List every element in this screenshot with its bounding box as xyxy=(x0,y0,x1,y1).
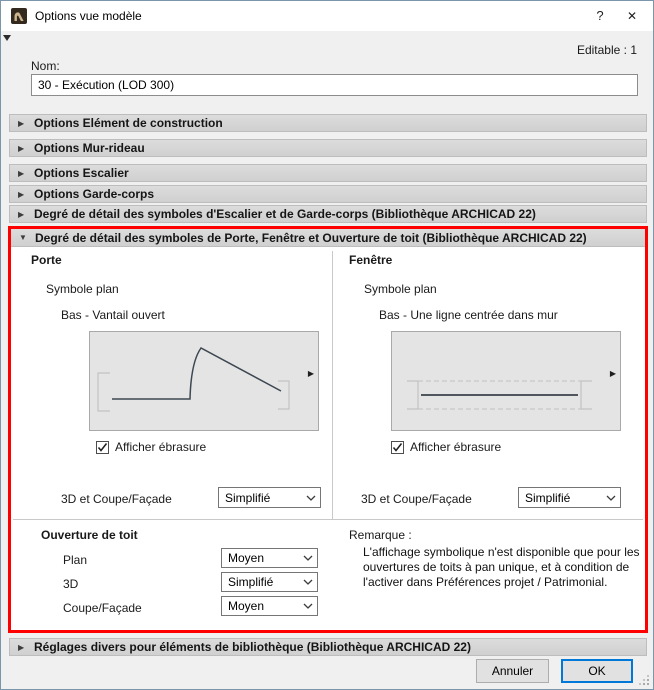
section-label: Degré de détail des symboles de Porte, Fenêtre et Ouverture de toit (Bibliothèque ARCHICAD 22) xyxy=(35,230,587,245)
porte-symbole-plan-label: Symbole plan xyxy=(46,282,119,296)
panel-collapse-icon[interactable] xyxy=(3,35,11,41)
section-label: Options Mur-rideau xyxy=(34,141,145,155)
porte-3d-coupe-select[interactable] xyxy=(218,487,321,508)
ok-button[interactable]: OK xyxy=(561,659,633,683)
expanded-section-content xyxy=(11,247,645,630)
close-button[interactable]: ✕ xyxy=(626,9,638,23)
select-value: Moyen xyxy=(228,599,265,613)
ouverture-3d-label: 3D xyxy=(63,577,79,591)
archicad-app-icon xyxy=(11,8,27,24)
ouverture-toit-title: Ouverture de toit xyxy=(41,528,138,542)
porte-ebrasure-row xyxy=(96,440,206,454)
name-label: Nom: xyxy=(31,59,60,73)
vertical-divider xyxy=(332,251,333,519)
section-label: Degré de détail des symboles d'Escalier et de Garde-corps (Bibliothèque ARCHICAD 22) xyxy=(34,207,536,221)
remarque-text: L'affichage symbolique n'est disponible que pour les ouvertures de toits à pan unique, et à condition de l'activer dans Préférences projet / Patrimonial. xyxy=(363,545,640,589)
chevron-down-icon xyxy=(299,555,317,561)
select-value: Moyen xyxy=(228,551,265,565)
section-label: Options Garde-corps xyxy=(34,187,155,201)
highlight-rectangle xyxy=(8,226,648,633)
chevron-right-icon: ▶ xyxy=(18,209,25,219)
fenetre-title: Fenêtre xyxy=(349,253,393,267)
name-input[interactable] xyxy=(31,74,638,96)
chevron-down-expanded-icon: ▼ xyxy=(19,233,27,242)
porte-afficher-ebrasure-checkbox[interactable] xyxy=(96,441,109,454)
section-degre-detail-escalier-garde-corps[interactable] xyxy=(9,205,647,223)
fenetre-symbole-plan-label: Symbole plan xyxy=(364,282,437,296)
popup-arrow-icon[interactable]: ▶ xyxy=(609,369,616,378)
chevron-right-icon: ▶ xyxy=(18,118,25,128)
porte-preview-label: Bas - Vantail ouvert xyxy=(61,308,165,322)
popup-arrow-icon[interactable]: ▶ xyxy=(307,369,314,378)
horizontal-divider xyxy=(13,519,643,520)
section-label: Options Escalier xyxy=(34,166,129,180)
ouverture-3d-select[interactable] xyxy=(221,572,318,592)
chevron-right-icon: ▶ xyxy=(18,642,25,652)
section-degre-detail-porte-fenetre-toit[interactable] xyxy=(11,229,645,247)
porte-3d-coupe-label: 3D et Coupe/Façade xyxy=(61,492,172,506)
chevron-down-icon xyxy=(302,495,320,501)
chevron-right-icon: ▶ xyxy=(18,189,25,199)
cancel-button[interactable]: Annuler xyxy=(476,659,549,683)
resize-grip[interactable] xyxy=(647,683,649,685)
select-value: Simplifié xyxy=(225,490,271,505)
select-value: Simplifié xyxy=(525,490,571,505)
fenetre-afficher-ebrasure-checkbox[interactable] xyxy=(391,441,404,454)
chevron-right-icon: ▶ xyxy=(18,168,25,178)
remarque-title: Remarque : xyxy=(349,528,412,542)
section-label: Réglages divers pour éléments de bibliothèque (Bibliothèque ARCHICAD 22) xyxy=(34,640,471,654)
chevron-down-icon xyxy=(299,579,317,585)
editable-status: Editable : 1 xyxy=(576,43,637,57)
fenetre-preview-label: Bas - Une ligne centrée dans mur xyxy=(379,308,558,322)
ouverture-coupe-label: Coupe/Façade xyxy=(63,601,142,615)
title-bar xyxy=(1,1,653,31)
porte-title: Porte xyxy=(31,253,62,267)
help-button[interactable]: ? xyxy=(596,8,604,23)
ouverture-coupe-select[interactable] xyxy=(221,596,318,616)
porte-symbol-preview[interactable] xyxy=(89,331,319,431)
chevron-down-icon xyxy=(602,495,620,501)
window-title: Options vue modèle xyxy=(35,9,142,23)
select-value: Simplifié xyxy=(228,575,274,589)
checkbox-label: Afficher ébrasure xyxy=(115,440,207,454)
section-label: Options Elément de construction xyxy=(34,116,223,130)
chevron-right-icon: ▶ xyxy=(18,143,25,153)
section-options-mur-rideau[interactable] xyxy=(9,139,647,157)
fenetre-3d-coupe-label: 3D et Coupe/Façade xyxy=(361,492,472,506)
section-options-garde-corps[interactable] xyxy=(9,185,647,203)
fenetre-symbol-preview[interactable] xyxy=(391,331,621,431)
section-reglages-divers[interactable] xyxy=(9,638,647,656)
fenetre-ebrasure-row xyxy=(391,440,501,454)
fenetre-3d-coupe-select[interactable] xyxy=(518,487,621,508)
checkbox-label: Afficher ébrasure xyxy=(410,440,502,454)
section-options-escalier[interactable] xyxy=(9,164,647,182)
ouverture-plan-select[interactable] xyxy=(221,548,318,568)
chevron-down-icon xyxy=(299,603,317,609)
ouverture-plan-label: Plan xyxy=(63,553,88,567)
section-options-element-construction[interactable] xyxy=(9,114,647,132)
